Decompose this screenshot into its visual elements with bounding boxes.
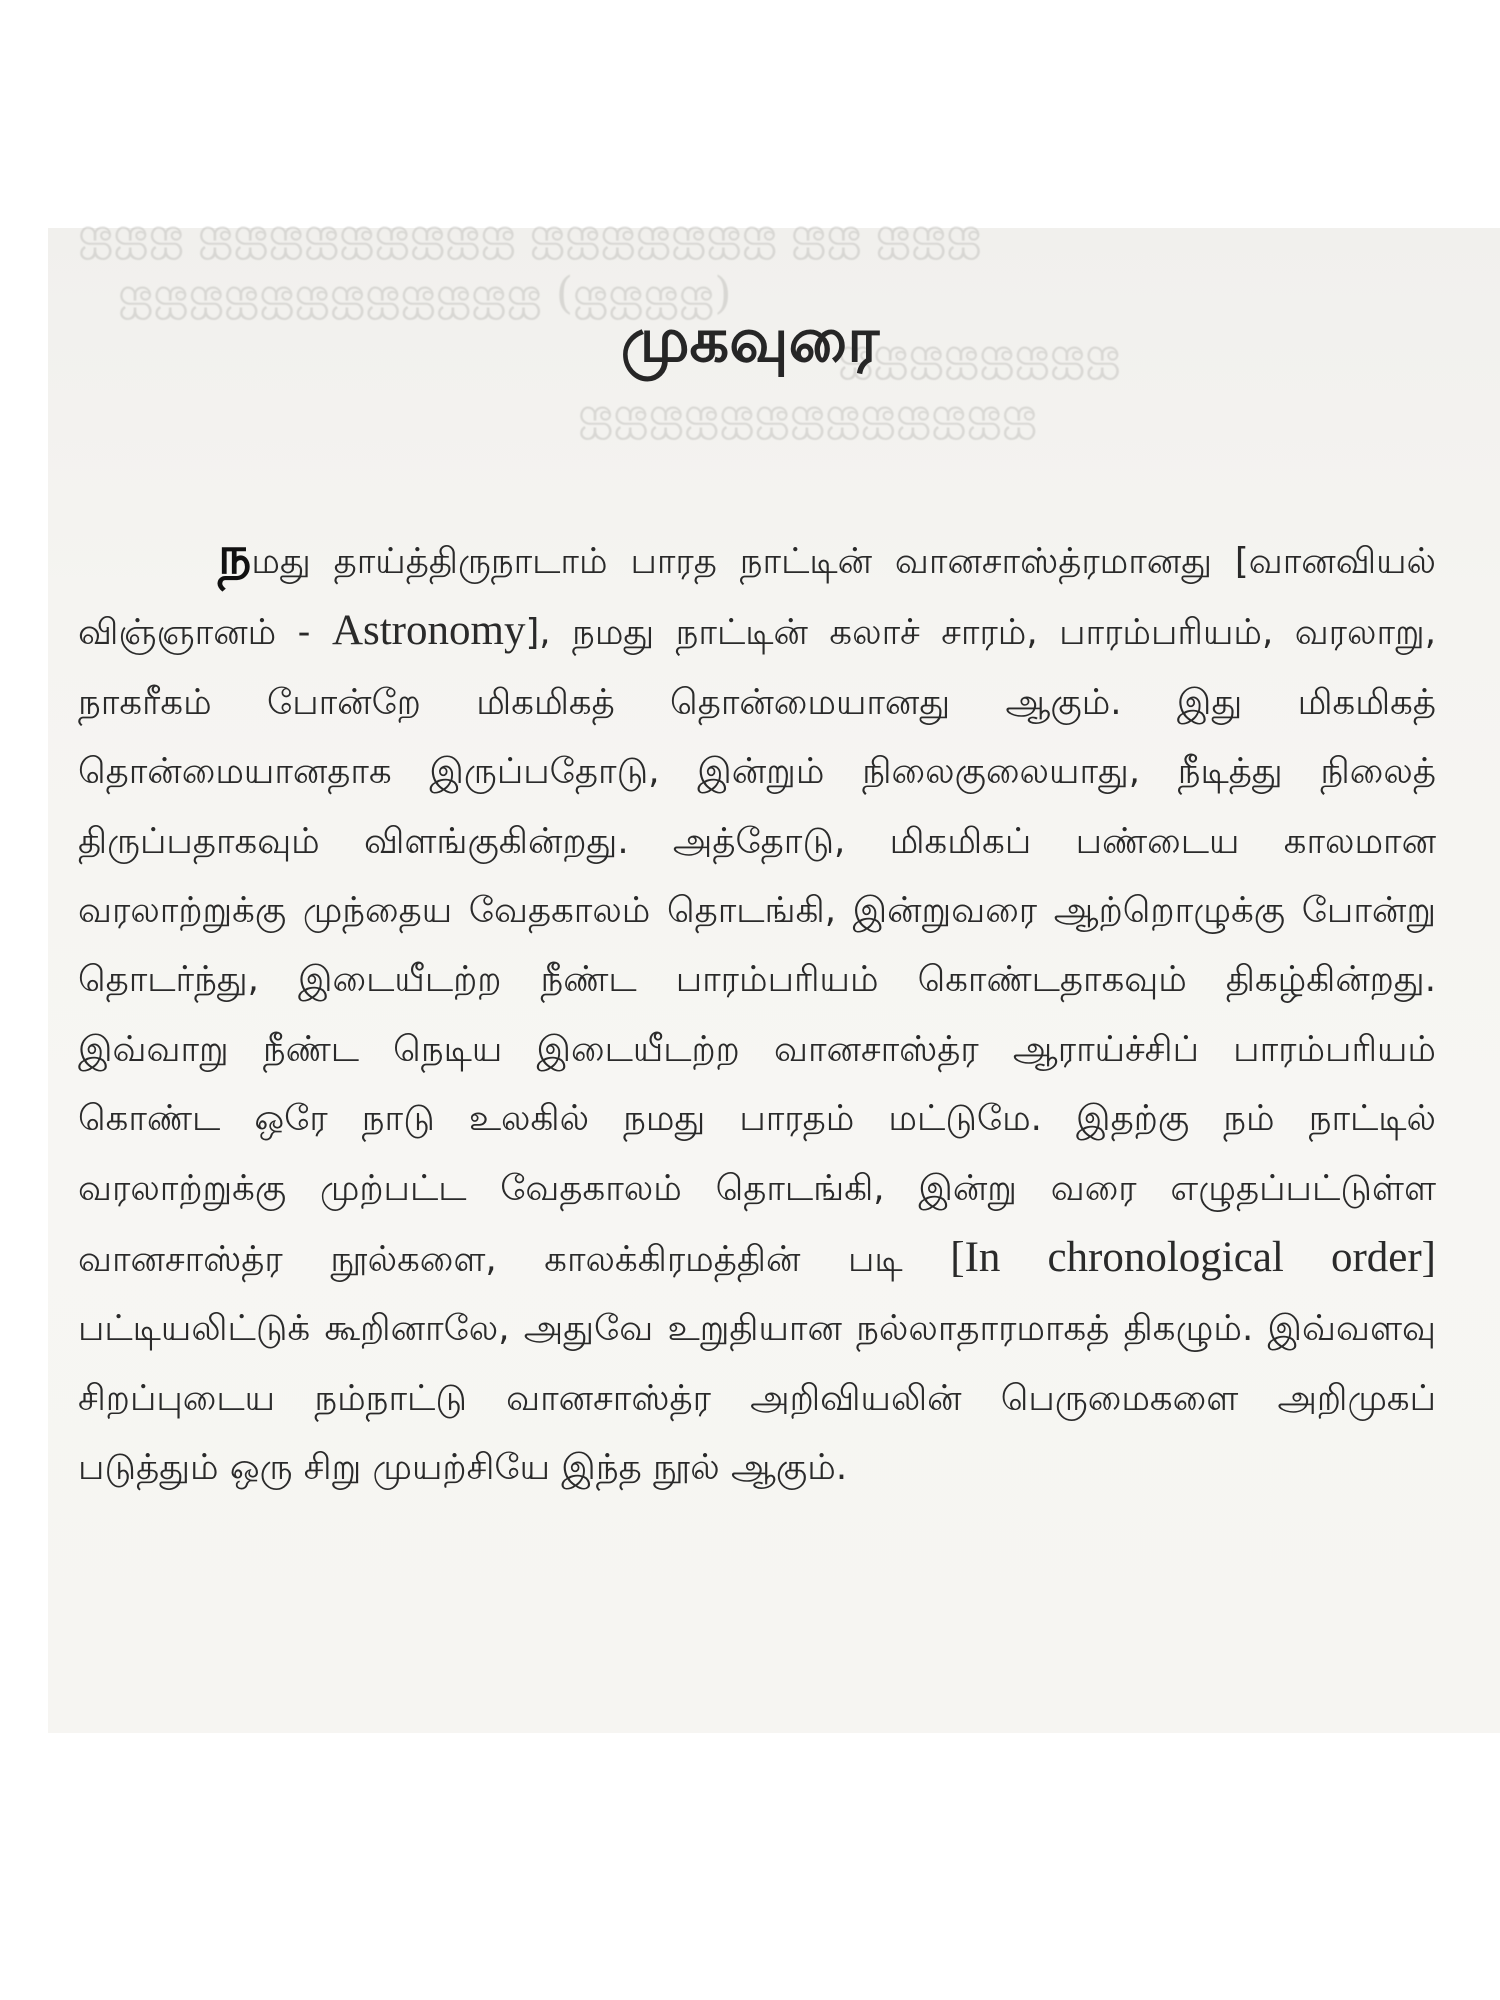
paragraph-text-1: மது தாய்த்திருநாடாம் பாரத நாட்டின் வானசாஸ்த்ரமானது [வானவியல் விஞ்ஞானம் -: [78, 541, 1436, 654]
paragraph-latin-chronological: [In chronological order]: [950, 1234, 1436, 1282]
paragraph-text-3: பட்டியலிட்டுக் கூறினாலே, அதுவே உறுதியான நல்லாதாரமாகத் திகழும். இவ்வளவு சிறப்புடைய நம்நாட்டு வானசாஸ்த்ர அறிவியலின் பெருமைகளை அறிமுகப் படுத்தும் ஒரு சிறு முயற்சியே இந்த நூல் ஆகும்.: [78, 1308, 1436, 1489]
paragraph-latin-astronomy: Astronomy: [331, 607, 526, 655]
page-title: முகவுரை: [620, 303, 880, 376]
drop-cap: ந: [218, 526, 252, 586]
show-through-bleed: ஐஐஐ ஐஐ ஐஐஐஐஐஐஐ ஐஐஐஐஐஐஐஐஐ ஐஐஐ (ஐஐஐஐ) ஐஐஐஐஐஐஐஐஐஐஐஐ ஐஐஐஐஐஐஐஐ ஐஐஐஐஐஐஐஐஐஐஐஐஐ: [78, 208, 1121, 439]
paragraph-text-2: ], நமது நாட்டின் கலாச் சாரம், பாரம்பரியம், வரலாறு, நாகரீகம் போன்றே மிகமிகத் தொன்மையானது ஆகும். இது மிகமிகத் தொன்மையானதாக இருப்பதோடு, இன்றும் நிலைகுலையாது, நீடித்து நிலைத் திருப்பதாகவும் விளங்குகின்றது. அத்தோடு, மிகமிகப் பண்டைய காலமான வரலாற்றுக்கு முந்தைய வேதகாலம் தொடங்கி, இன்றுவரை ஆற்றொழுக்கு போன்று தொடர்ந்து, இடையீடற்ற நீண்ட பாரம்பரியம் கொண்டதாகவும் திகழ்கின்றது. இவ்வாறு நீண்ட நெடிய இடையீடற்ற வானசாஸ்த்ர ஆராய்ச்சிப் பாரம்பரியம் கொண்ட ஒரே நாடு உலகில் நமது பாரதம் மட்டுமே. இதற்கு நம் நாட்டில் வரலாற்றுக்கு முற்பட்ட வேதகாலம் தொடங்கி, இன்று வரை எழுதப்பட்டுள்ள வானசாஸ்த்ர நூல்களை, காலக்கிரமத்தின் படி: [78, 612, 1436, 1281]
preface-paragraph: [78, 522, 1436, 1503]
